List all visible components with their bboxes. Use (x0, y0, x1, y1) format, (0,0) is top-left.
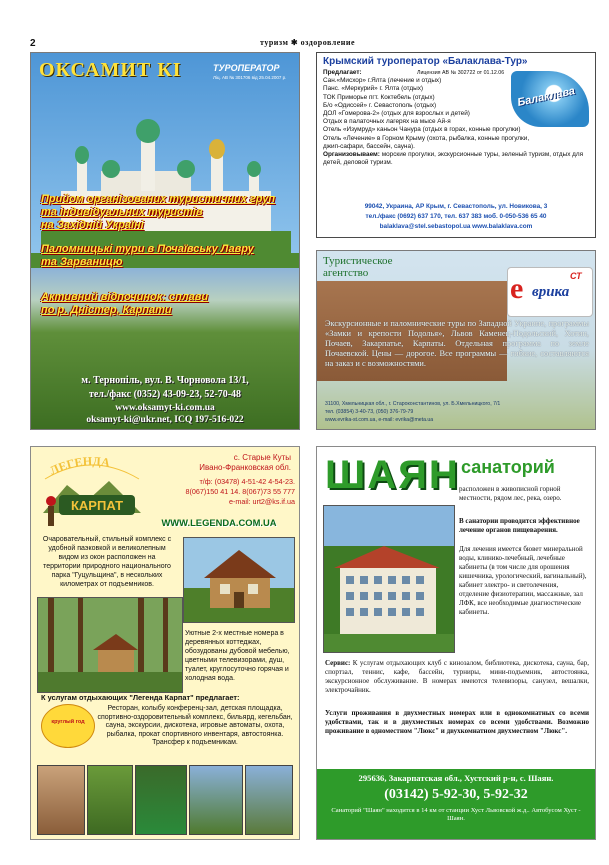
shayan-logo: ШАЯН (325, 453, 460, 497)
legenda-description: Очаровательный, стильный комплекс с удобной паэковкой и великолепным видом из окон расположен на территории природного национального парка "Гуцульщина", в нескольких километрах от подъемников. (42, 536, 172, 588)
svg-text:ЛЕГЕНДА: ЛЕГЕНДА (47, 453, 111, 478)
offer-line: ТОК Приморье пгт. Коктебель (отдых) (323, 93, 435, 101)
balaklava-phones: тел./факс (0692) 637 170, тел. 637 383 моб. 0-050-536 65 40 (365, 213, 547, 220)
offer-line: Панс. «Меркурий» г. Ялта (отдых) (323, 85, 424, 93)
shayan-intro: расположен в живописной горной местности, рядом лес, река, озеро. (459, 485, 562, 502)
balaklava-title: Крымский туроператор «Балаклава-Тур» (323, 56, 528, 67)
slogan-active: Активний відпочинок: сплави по р. Дністер, Карпати (41, 291, 209, 316)
legenda-phones: т/ф: (03478) 4-51-42 4-54-23. 8(067)150 41 14. 8(067)73 55 777 e-mail: urt2@ks.if.ua (185, 477, 295, 506)
sauna-photo (37, 765, 85, 835)
legenda-photo-strip (37, 765, 293, 833)
ad-legenda-karpat[interactable] (30, 446, 300, 840)
evrika-heading: Туристическое агентство (323, 255, 393, 279)
cottage-image (183, 537, 295, 623)
svg-text:КАРПАТ: КАРПАТ (70, 498, 124, 513)
sanatorium-label: санаторий (461, 457, 555, 477)
legenda-location: с. Старые Куты Ивано-Франковская обл. (199, 453, 291, 472)
shayan-rooms: Услуги проживания в двухместных номерах или в однокомнатных со всеми удобствами, так и в двухместных номерах со всеми удобствами. Возможно проживание в одноместном "Люкс" и двухкомнатном двухместном "Люкс". (325, 709, 589, 735)
legenda-karpat-logo (37, 451, 147, 533)
evrika-phones: тел. (03854) 3-40-73, (050) 376-79-79 (325, 409, 414, 415)
evrika-web[interactable]: www.evrika-st.com.ua, e-mail: evrika@meta.ua (325, 417, 434, 423)
balaklava-license: Лицензия АВ № 302722 от 01.12.06 (417, 70, 505, 76)
horse-photo (245, 765, 293, 835)
balaklava-logo: Балаклава (511, 71, 589, 127)
lavra-image (41, 111, 291, 261)
cottage-photo (189, 765, 243, 835)
slogan-groups: Прийом організованих туристичних груп та індивідуальних туристів на Західній Україні (41, 193, 276, 231)
shayan-services: Сервис: К услугам отдыхающих клуб с кинозалом, библиотека, дискотека, сауна, бар, спортзал, теннис, кафе, бассейн, турниры, мини-подъемник, автостоянка, экскурсионное обслуживание. В номерах имеются телевизоры, санузел, вешалки, электрочайник. (325, 659, 589, 694)
balaklava-address: 99042, Украина, АР Крым, г. Севастополь, ул. Новикова, 3 (364, 203, 548, 210)
shayan-address: 295636, Закарпатская обл., Хустский р-н, с. Шаян. (358, 773, 554, 783)
legenda-website[interactable]: WWW.LEGENDA.COM.UA (161, 517, 277, 528)
evrika-logo: е врика СТ (507, 267, 593, 317)
offer-line: Отель «Изумруд» каньон Чанура (отдых в горах, конные прогулки) (323, 126, 521, 134)
oksamyt-phones: тел./факс (0352) 43-09-23, 52-70-48 (88, 389, 242, 400)
oksamyt-email-icq[interactable]: oksamyt-ki@ukr.net, ICQ 197-516-022 (86, 415, 244, 425)
shayan-treatment: В санатории проводится эффективное лечение органов пищеварения. (459, 517, 580, 534)
offer-line: ДОЛ «Гомерова-2» (отдых для взрослых и детей) (323, 110, 470, 118)
evrika-address: 31100, Хмельницкая обл., г. Староконстантинов, ул. Б.Хмельницкого, 7/1 (325, 401, 501, 407)
legenda-offer-title: К услугам отдыхающих "Легенда Карпат" предлагает: (41, 693, 240, 702)
offer-line: Отдых в палаточных лагерях на мысе Ай-я (323, 118, 451, 126)
page-number: 2 (30, 38, 36, 49)
license-text: Лiц. АВ № 301706 вiд 25.04.2007 р. (213, 75, 287, 80)
legenda-rooms: Уютные 2-х местные номера в деревянных коттеджах, обозудованы дубовой мебелью, цветными телевизорами, душ, туалет, круглосуточно горячая и холодная вода. (185, 630, 290, 682)
forest-cottages-image (37, 597, 183, 693)
tour-operator-label: ТУРОПЕРАТОР (213, 63, 280, 73)
year-round-logo: круглый год (41, 704, 95, 748)
sanatorium-building-image (323, 505, 455, 653)
ad-balaklava-tur[interactable] (316, 52, 596, 238)
oksamyt-address: м. Тернопіль, вул. В. Чорновола 13/1, (81, 375, 249, 386)
ad-evrika[interactable] (316, 250, 596, 430)
ad-shayan[interactable] (316, 446, 596, 840)
offer-line: Сан.«Мисхор» г.Ялта (лечение и отдых) (323, 77, 442, 85)
oksamyt-brand: ОКСАМИТ КІ (39, 59, 182, 81)
offers-label: Предлагает: (323, 69, 362, 76)
slogan-pilgrim: Паломницькі тури в Почаївську Лавру та Зарваницю (41, 243, 254, 268)
running-title: туризм ✱ оздоровление (260, 38, 356, 47)
balaklava-web[interactable]: balaklava@stel.sebastopol.ua www.balaklava.com (379, 223, 533, 230)
ad-oksamyt[interactable] (30, 52, 300, 430)
evrika-body: Экскурсионные и паломнические туры по Западной Украине, программы «Замки и крепости Подолья», Львов Каменец-Подольский, Хотин, Почаев, Закарпатье, Карпаты. Отдельная программа по земле Почаевской. Цены — дорогое. Все программы — гибкие, составляются на заказ и с возможностями. (325, 319, 589, 368)
offer-line: джип-сафари, бассейн, сауна). (323, 142, 415, 150)
offer-line: Б/о «Одиссей» г. Севастополь (отдых) (323, 101, 437, 109)
shayan-diagnostics: Для лечения имеется бювет минеральной воды, клинико-лечебный, лечебные кабинеты (в том числе для орошения кишечника, урологический, вагинальный), кабинет электро- и светолечения, отделение физиотерапии, массажные, зал ЛФК, все необходимые диагностические кабинеты. (459, 545, 587, 616)
legenda-services: Ресторан, колыбу конференц-зал, детская площадка, спортивно-оздоровительный комплекс, бильярд, кегельбан, сауна, экскурсии, дискотека, игровые автоматы, охота, рыбалка, прокат спортивного инвентаря, автостоянка. Трансфер к подъемникам. (97, 705, 293, 747)
billiards-photo (135, 765, 187, 835)
shayan-note: Санаторий "Шаян" находится в 14 км от станции Хуст Львовской ж.д.. Автобусом Хуст - Шаян. (331, 807, 581, 823)
offer-line: Отель «Лечение» в Горном Крыму (охота, рыбалка, конные прогулки, (323, 134, 530, 142)
org-label: Организовываем: (323, 151, 380, 159)
org-text: морские прогулки, экскурсионные туры, зеленый туризм, отдых для детей, деловой туризм. (323, 151, 584, 167)
shayan-phones: (03142) 5-92-30, 5-92-32 (384, 787, 528, 802)
riding-photo (87, 765, 133, 835)
balaklava-offers (323, 69, 593, 167)
oksamyt-website[interactable]: www.oksamyt-ki.com.ua (115, 403, 215, 413)
